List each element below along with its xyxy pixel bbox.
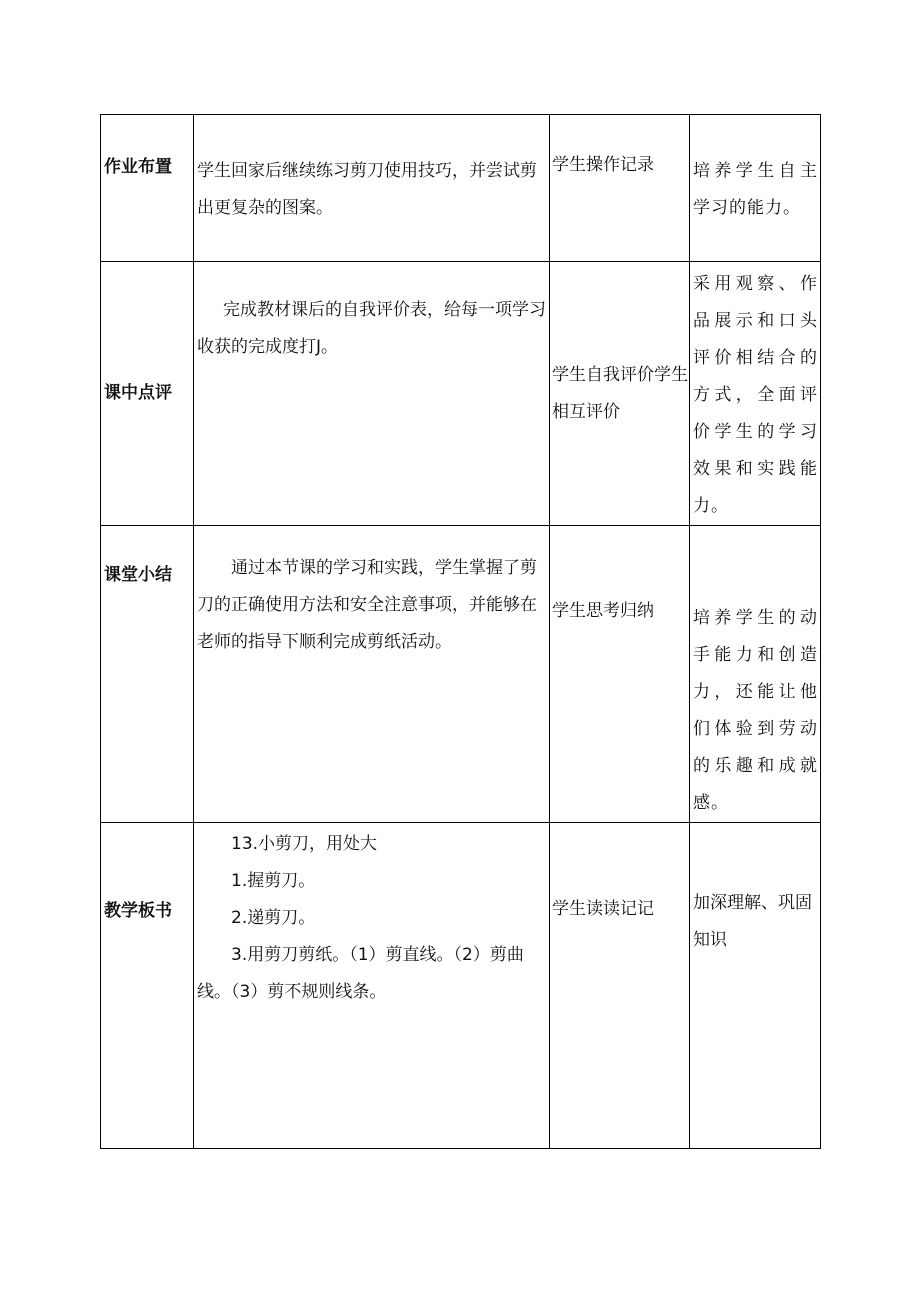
board-line-1: 1.握剪刀。 — [231, 871, 316, 891]
table-row-evaluation — [101, 262, 821, 526]
row-label-evaluation: 课中点评 — [101, 262, 194, 526]
table-row-summary — [101, 526, 821, 823]
lesson-plan-table — [100, 114, 821, 1149]
evaluation-content: 完成教材课后的自我评价表，给每一项学习收获的完成度打J。 — [194, 262, 550, 526]
table-row-board — [101, 823, 821, 1149]
table-row-homework — [101, 115, 821, 262]
board-activity: 学生读读记记 — [550, 823, 690, 1149]
row-label-summary: 课堂小结 — [101, 526, 194, 823]
homework-purpose: 培养学生自主学习的能力。 — [690, 115, 821, 262]
board-purpose: 加深理解、巩固知识 — [690, 823, 821, 1149]
evaluation-purpose: 采用观察、作品展示和口头评价相结合的方式，全面评价学生的学习效果和实践能力。 — [690, 262, 821, 526]
homework-activity: 学生操作记录 — [550, 115, 690, 262]
board-content — [194, 823, 550, 1149]
board-line-title: 13.小剪刀，用处大 — [231, 834, 378, 854]
summary-content: 通过本节课的学习和实践，学生掌握了剪刀的正确使用方法和安全注意事项，并能够在老师的指导下顺利完成剪纸活动。 — [194, 526, 550, 823]
row-label-homework: 作业布置 — [101, 115, 194, 262]
board-line-2: 2.递剪刀。 — [231, 908, 316, 928]
board-line-3: 3.用剪刀剪纸。（1）剪直线。（2）剪曲线。（3）剪不规则线条。 — [197, 945, 524, 1002]
summary-purpose: 培养学生的动手能力和创造力，还能让他们体验到劳动的乐趣和成就感。 — [690, 526, 821, 823]
evaluation-activity: 学生自我评价学生相互评价 — [550, 262, 690, 526]
summary-activity: 学生思考归纳 — [550, 526, 690, 823]
homework-content: 学生回家后继续练习剪刀使用技巧，并尝试剪出更复杂的图案。 — [194, 115, 550, 262]
row-label-board: 教学板书 — [101, 823, 194, 1149]
